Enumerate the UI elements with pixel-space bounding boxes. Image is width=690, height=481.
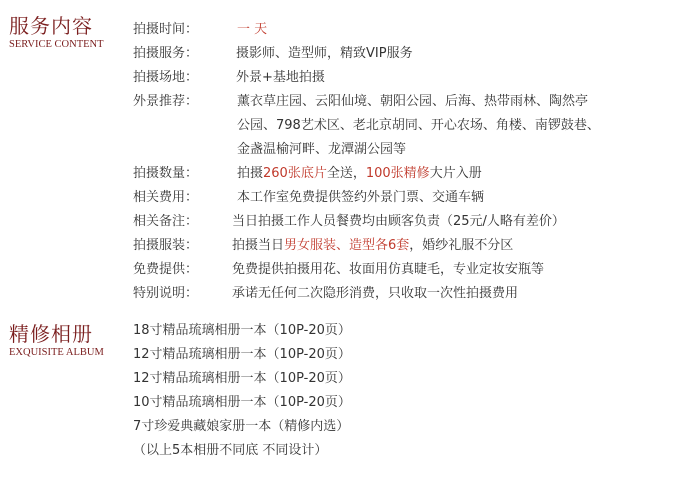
row-label: 外景推荐： bbox=[133, 94, 199, 109]
row-label: 免费提供： bbox=[133, 262, 199, 277]
highlight-text: 男女服装、造型各6套 bbox=[284, 238, 410, 253]
row-label: 拍摄场地： bbox=[133, 70, 199, 85]
row-label: 相关备注： bbox=[133, 214, 199, 229]
album-item: 10寸精品琉璃相册一本（10P-20页） bbox=[133, 395, 351, 410]
album-title-en: EXQUISITE ALBUM bbox=[9, 347, 104, 358]
row-label: 拍摄时间： bbox=[133, 22, 199, 37]
text: 拍摄当日 bbox=[232, 238, 285, 253]
album-note: （以上5本相册不同底 不同设计） bbox=[133, 443, 328, 458]
service-content-heading bbox=[9, 14, 104, 51]
album-heading bbox=[9, 322, 104, 359]
row-label: 特别说明： bbox=[133, 286, 199, 301]
row-value bbox=[237, 162, 482, 186]
service-title-zh: 服务内容 bbox=[9, 14, 93, 38]
album-item: 12寸精品琉璃相册一本（10P-20页） bbox=[133, 371, 351, 386]
row-value-line: 金盏温榆河畔、龙潭湖公园等 bbox=[237, 142, 407, 157]
row-value: 一 天 bbox=[237, 22, 268, 37]
row-label: 相关费用： bbox=[133, 190, 199, 205]
text: 拍摄 bbox=[237, 166, 264, 181]
service-title-en: SERVICE CONTENT bbox=[9, 39, 104, 50]
row-value: 承诺无任何二次隐形消费，只收取一次性拍摄费用 bbox=[232, 286, 519, 301]
row-value: 免费提供拍摄用花、妆面用仿真睫毛，专业定妆安瓶等 bbox=[232, 262, 545, 277]
row-label: 拍摄数量： bbox=[133, 166, 199, 181]
album-item: 7寸珍爱典藏娘家册一本（精修内选） bbox=[133, 419, 350, 434]
row-label: 拍摄服装： bbox=[133, 238, 199, 253]
row-value: 本工作室免费提供签约外景门票、交通车辆 bbox=[237, 190, 485, 205]
album-item: 12寸精品琉璃相册一本（10P-20页） bbox=[133, 347, 351, 362]
highlight-text: 100张精修 bbox=[365, 166, 430, 181]
row-value: 当日拍摄工作人员餐费均由顾客负责（25元/人略有差价） bbox=[232, 214, 565, 229]
text: ，婚纱礼服不分区 bbox=[409, 238, 514, 253]
album-title-zh: 精修相册 bbox=[9, 322, 93, 346]
row-value-line: 公园、798艺术区、老北京胡同、开心农场、角楼、南锣鼓巷、 bbox=[237, 118, 600, 133]
row-value bbox=[232, 234, 513, 258]
row-value: 外景+基地拍摄 bbox=[236, 70, 325, 85]
text: 大片入册 bbox=[429, 166, 482, 181]
row-value-line: 薰衣草庄园、云阳仙境、朝阳公园、后海、热带雨林、陶然亭 bbox=[237, 94, 589, 109]
text: 全送， bbox=[326, 166, 366, 181]
row-value: 摄影师、造型师，精致VIP服务 bbox=[236, 46, 413, 61]
album-item: 18寸精品琉璃相册一本（10P-20页） bbox=[133, 323, 351, 338]
highlight-text: 260张底片 bbox=[263, 166, 327, 181]
row-label: 拍摄服务： bbox=[133, 46, 199, 61]
